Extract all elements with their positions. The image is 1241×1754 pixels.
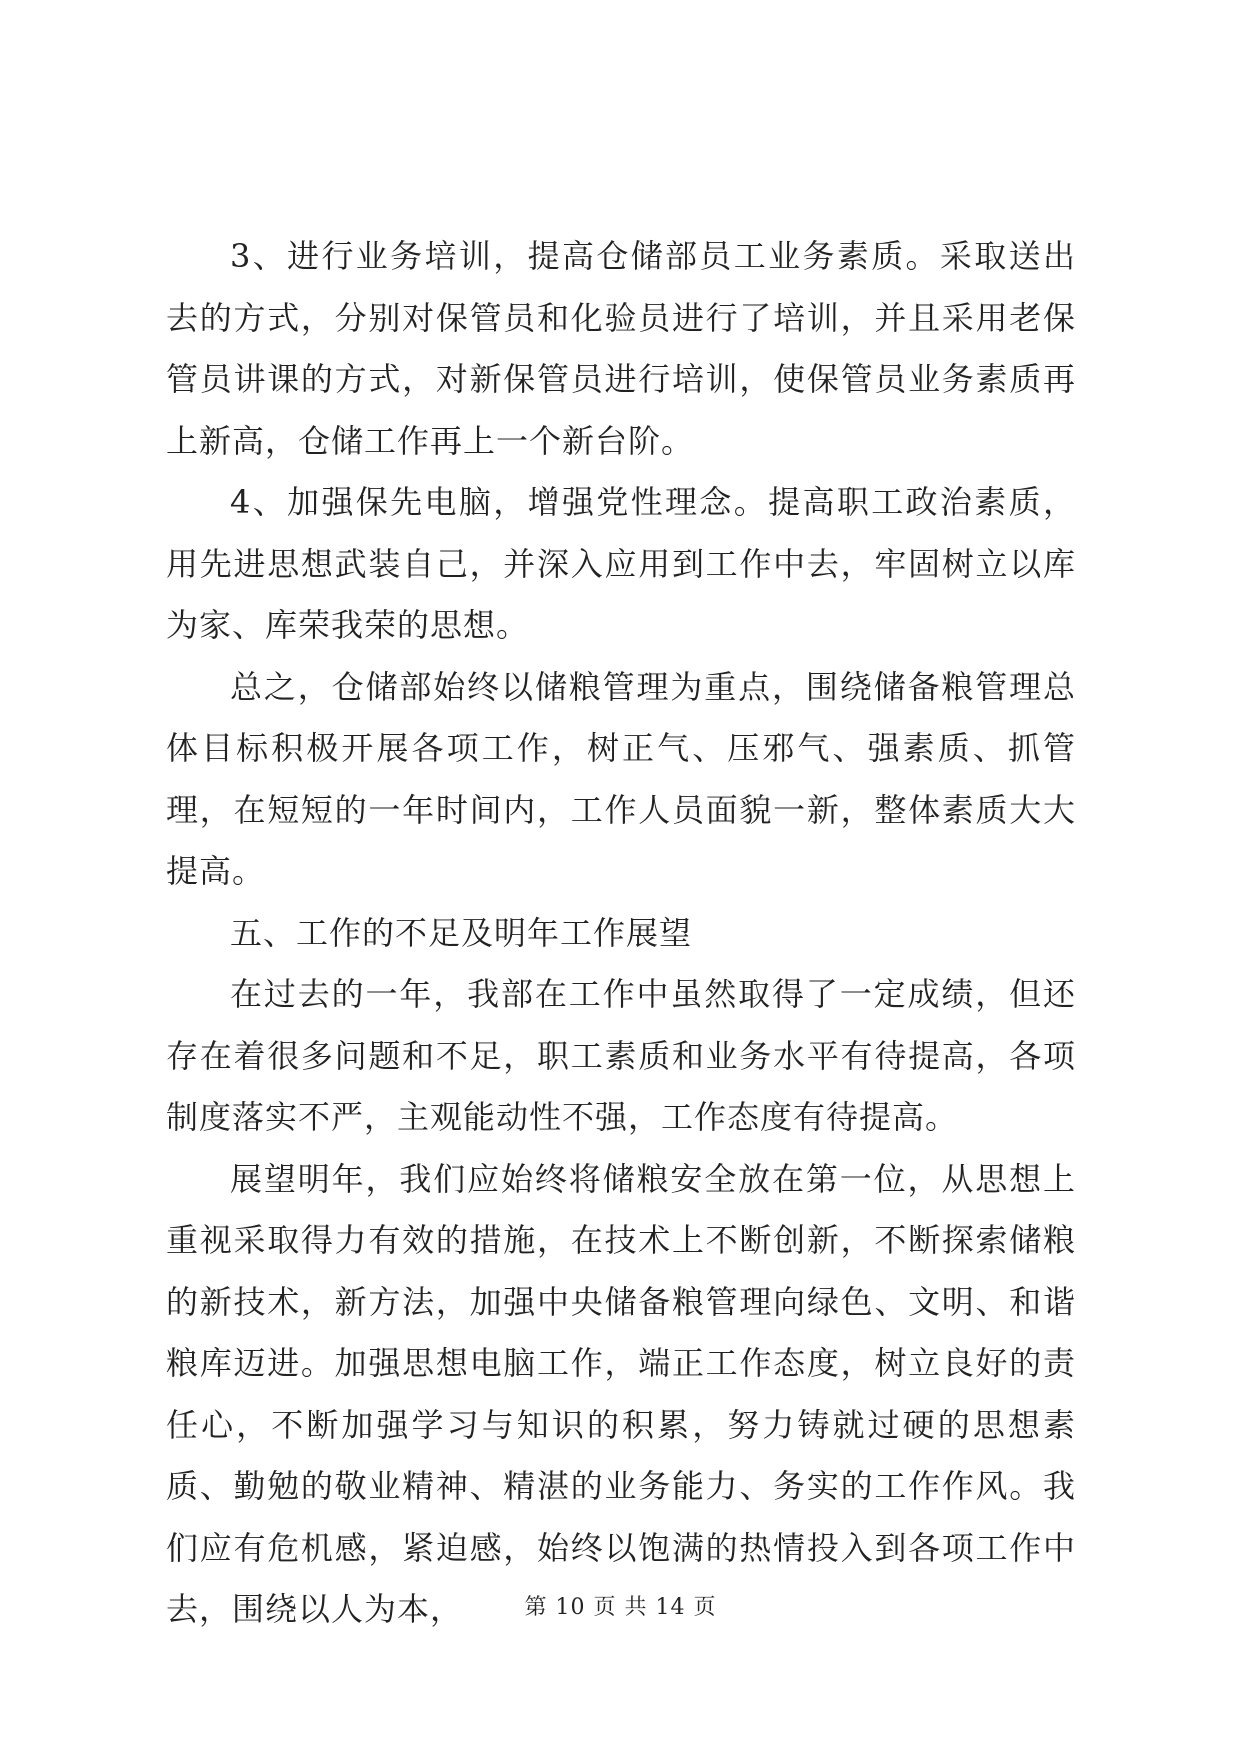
paragraph-outlook: 展望明年，我们应始终将储粮安全放在第一位，从思想上重视采取得力有效的措施，在技术上不断创新，不断探索储粮的新技术，新方法，加强中央储备粮管理向绿色、文明、和谐粮库迈进。加强思想电脑工作，端正工作态度，树立良好的责任心，不断加强学习与知识的积累，努力铸就过硬的思想素质、勤勉的敬业精神、精湛的业务能力、务实的工作作风。我们应有危机感，紧迫感，始终以饱满的热情投入到各项工作中去，围绕以人为本， <box>166 1159 1076 1628</box>
paragraph-training: 3、进行业务培训，提高仓储部员工业务素质。采取送出去的方式，分别对保管员和化验员进行了培训，并且采用老保管员讲课的方式，对新保管员进行培训，使保管员业务素质再上新高，仓储工作再上一个新台阶。 <box>166 237 1076 460</box>
section-heading-shortcomings: 五、工作的不足及明年工作展望 <box>230 913 693 952</box>
page-number-footer: 第 10 页 共 14 页 <box>524 1595 717 1620</box>
document-body <box>166 226 1076 1641</box>
paragraph-shortcomings: 在过去的一年，我部在工作中虽然取得了一定成绩，但还存在着很多问题和不足，职工素质和业务水平有待提高，各项制度落实不严，主观能动性不强，工作态度有待提高。 <box>166 975 1076 1136</box>
paragraph-party-education: 4、加强保先电脑，增强党性理念。提高职工政治素质，用先进思想武装自己，并深入应用到工作中去，牢固树立以库为家、库荣我荣的思想。 <box>166 483 1076 644</box>
paragraph-summary: 总之，仓储部始终以储粮管理为重点，围绕储备粮管理总体目标积极开展各项工作，树正气、压邪气、强素质、抓管理，在短短的一年时间内，工作人员面貌一新，整体素质大大提高。 <box>166 667 1076 890</box>
